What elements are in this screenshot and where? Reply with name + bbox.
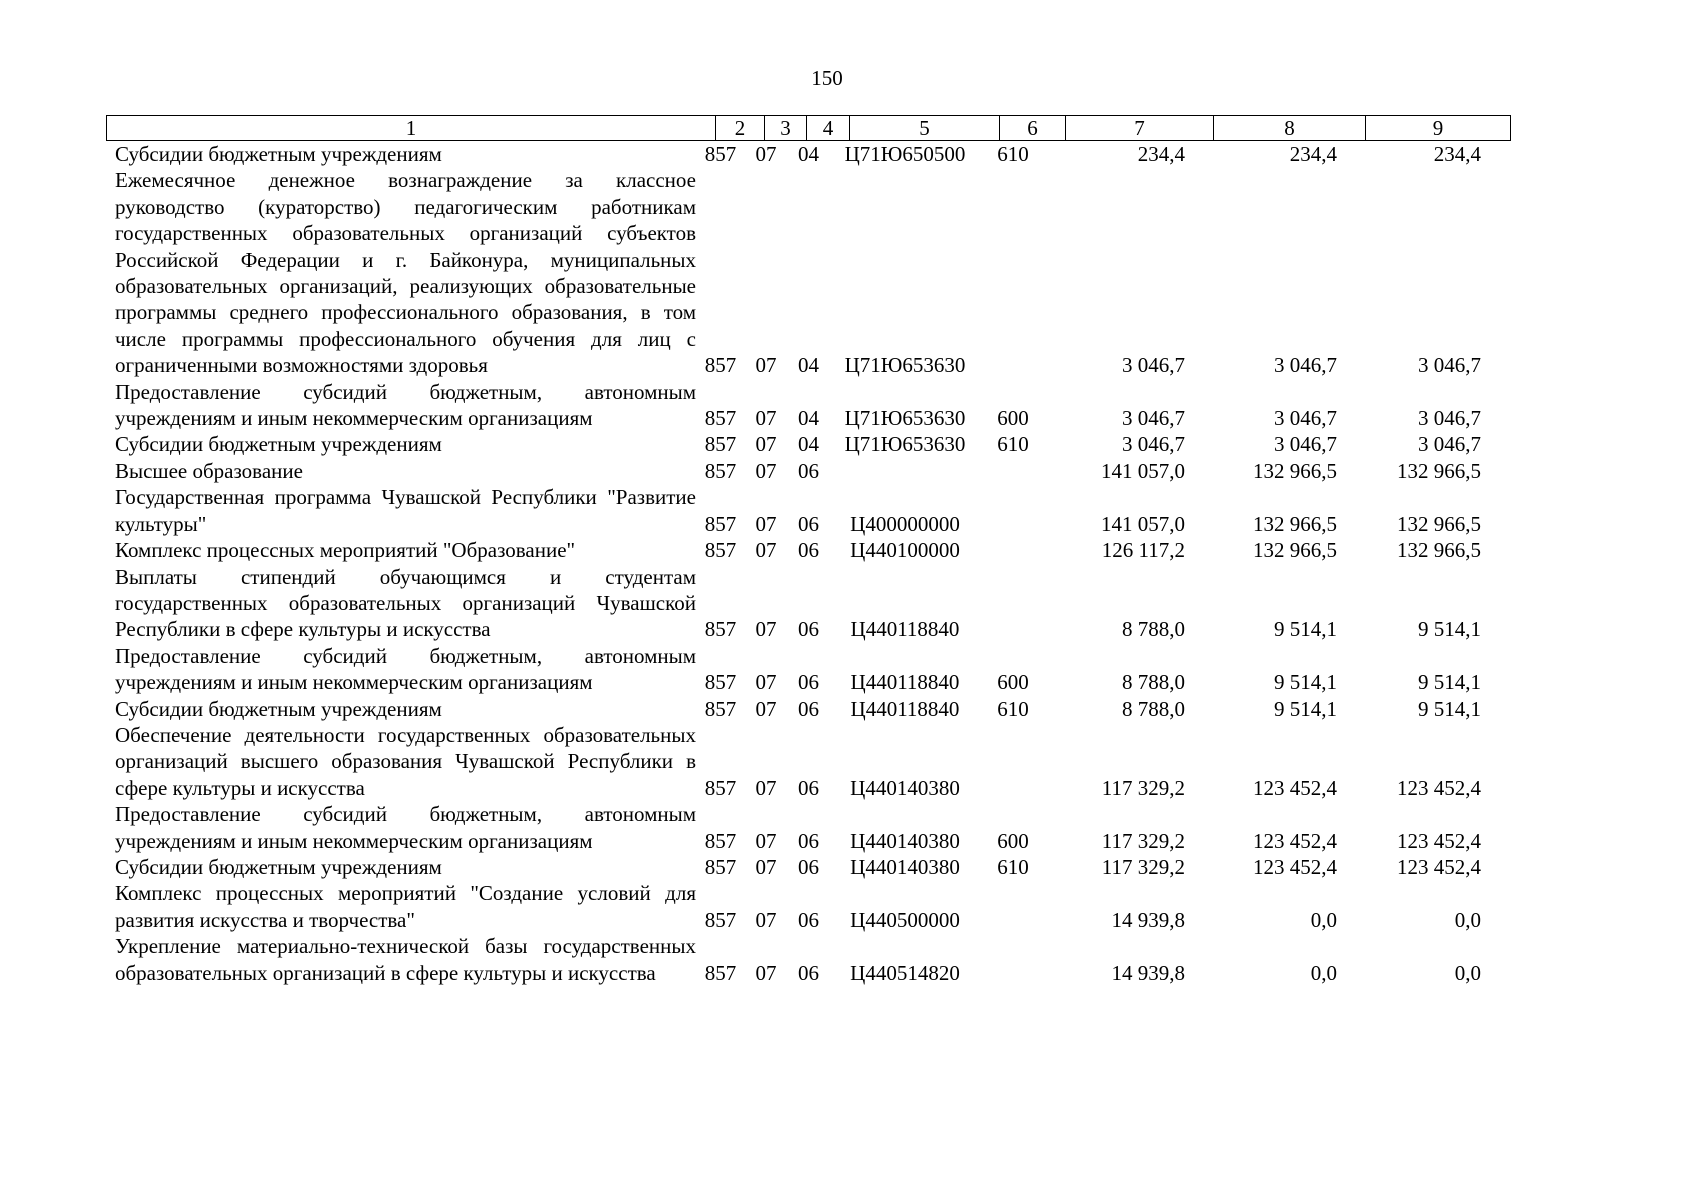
row-subsection-code: 06 <box>798 854 819 879</box>
row-amount-2: 9 514,1 <box>1274 617 1337 642</box>
row-name: Субсидии бюджетным учреждениям <box>115 432 442 457</box>
table-row <box>106 564 1510 643</box>
table-row <box>106 379 1510 432</box>
row-target-code: Ц440140380 <box>850 828 960 853</box>
row-section-code: 07 <box>755 353 777 378</box>
row-target-code: Ц71Ю653630 <box>844 432 966 457</box>
row-subsection-code: 04 <box>798 432 819 457</box>
row-expense-type-code: 610 <box>997 854 1029 879</box>
row-target-code: Ц71Ю653630 <box>844 406 966 431</box>
row-grbs-code: 857 <box>704 142 737 166</box>
row-grbs-code: 857 <box>704 960 737 985</box>
row-grbs-code: 857 <box>704 353 737 378</box>
row-name: Комплекс процессных мероприятий "Создание условий для развития искусства и творчества" <box>115 881 696 932</box>
row-target-code: Ц440118840 <box>850 696 960 721</box>
row-amount-2: 132 966,5 <box>1253 538 1337 563</box>
table-row <box>106 431 1510 457</box>
row-target-code: Ц440140380 <box>850 854 960 879</box>
row-grbs-code: 857 <box>704 670 737 695</box>
row-subsection-code: 06 <box>798 617 819 642</box>
table-row <box>106 696 1510 722</box>
row-grbs-code: 857 <box>704 775 737 800</box>
row-grbs-code: 857 <box>704 617 737 642</box>
row-target-code: Ц71Ю653630 <box>844 353 966 378</box>
row-amount-2: 123 452,4 <box>1253 828 1337 853</box>
row-expense-type-code: 610 <box>997 432 1029 457</box>
table-row <box>106 880 1510 933</box>
table-row <box>106 854 1510 880</box>
row-amount-3: 123 452,4 <box>1397 775 1481 800</box>
row-expense-type-code: 600 <box>997 406 1029 431</box>
row-amount-2: 0,0 <box>1310 907 1337 932</box>
row-name: Субсидии бюджетным учреждениям <box>115 142 442 166</box>
row-name: Обеспечение деятельности государственных образовательных организаций высшего образования Чувашской Республики в сфере культуры и искусства <box>115 722 696 800</box>
row-section-code: 07 <box>755 142 777 166</box>
row-amount-3: 3 046,7 <box>1418 353 1481 378</box>
row-amount-3: 123 452,4 <box>1397 828 1481 853</box>
row-amount-2: 9 514,1 <box>1274 696 1337 721</box>
row-expense-type-code: 600 <box>997 670 1029 695</box>
row-subsection-code: 04 <box>798 406 819 431</box>
column-header-1: 1 <box>107 116 716 141</box>
page-number: 150 <box>811 66 843 90</box>
row-grbs-code: 857 <box>704 696 737 721</box>
row-amount-3: 9 514,1 <box>1418 617 1481 642</box>
row-target-code: Ц440118840 <box>850 617 960 642</box>
table-row <box>106 484 1510 537</box>
column-header-6: 6 <box>1000 116 1066 141</box>
row-target-code: Ц71Ю650500 <box>844 142 966 166</box>
row-amount-3: 0,0 <box>1454 907 1481 932</box>
row-amount-1: 3 046,7 <box>1122 406 1185 431</box>
row-amount-3: 234,4 <box>1433 142 1481 166</box>
row-grbs-code: 857 <box>704 828 737 853</box>
row-amount-1: 117 329,2 <box>1101 775 1185 800</box>
row-grbs-code: 857 <box>704 458 737 483</box>
row-subsection-code: 06 <box>798 960 819 985</box>
row-section-code: 07 <box>755 960 777 985</box>
row-grbs-code: 857 <box>704 854 737 879</box>
row-name: Высшее образование <box>115 458 303 483</box>
row-name: Комплекс процессных мероприятий "Образование" <box>115 538 576 563</box>
column-header-4: 4 <box>807 116 850 141</box>
row-amount-3: 9 514,1 <box>1418 670 1481 695</box>
row-subsection-code: 04 <box>798 353 819 378</box>
row-amount-3: 123 452,4 <box>1397 854 1481 879</box>
row-name: Выплаты стипендий обучающимся и студентам государственных образовательных организаций Чувашской Республики в сфере культуры и искусства <box>115 564 696 642</box>
row-amount-3: 3 046,7 <box>1418 406 1481 431</box>
row-name: Предоставление субсидий бюджетным, автономным учреждениям и иным некоммерческим организациям <box>115 643 696 695</box>
row-grbs-code: 857 <box>704 432 737 457</box>
row-amount-1: 141 057,0 <box>1101 511 1185 536</box>
row-amount-2: 3 046,7 <box>1274 406 1337 431</box>
row-amount-2: 123 452,4 <box>1253 854 1337 879</box>
row-subsection-code: 06 <box>798 775 819 800</box>
row-amount-1: 117 329,2 <box>1101 828 1185 853</box>
row-section-code: 07 <box>755 432 777 457</box>
row-amount-2: 132 966,5 <box>1253 458 1337 483</box>
row-amount-3: 3 046,7 <box>1418 432 1481 457</box>
row-target-code: Ц440118840 <box>850 670 960 695</box>
row-section-code: 07 <box>755 828 777 853</box>
row-name: Предоставление субсидий бюджетным, автономным учреждениям и иным некоммерческим организациям <box>115 379 696 431</box>
row-amount-1: 234,4 <box>1137 142 1185 166</box>
table-row <box>106 167 1510 378</box>
row-target-code: Ц440500000 <box>850 907 960 932</box>
row-subsection-code: 06 <box>798 828 819 853</box>
row-section-code: 07 <box>755 538 777 563</box>
table-row <box>106 458 1510 484</box>
row-amount-3: 132 966,5 <box>1397 511 1481 536</box>
row-amount-3: 132 966,5 <box>1397 538 1481 563</box>
row-grbs-code: 857 <box>704 406 737 431</box>
row-subsection-code: 06 <box>798 907 819 932</box>
column-header-row <box>106 115 1511 141</box>
table-row <box>106 537 1510 563</box>
row-section-code: 07 <box>755 406 777 431</box>
row-section-code: 07 <box>755 854 777 879</box>
row-amount-1: 8 788,0 <box>1122 696 1185 721</box>
row-section-code: 07 <box>755 511 777 536</box>
row-grbs-code: 857 <box>704 511 737 536</box>
row-amount-2: 3 046,7 <box>1274 353 1337 378</box>
row-section-code: 07 <box>755 907 777 932</box>
row-amount-2: 132 966,5 <box>1253 511 1337 536</box>
column-header-7: 7 <box>1066 116 1214 141</box>
row-amount-2: 3 046,7 <box>1274 432 1337 457</box>
row-subsection-code: 06 <box>798 538 819 563</box>
row-name: Субсидии бюджетным учреждениям <box>115 696 442 721</box>
row-section-code: 07 <box>755 458 777 483</box>
row-target-code: Ц440100000 <box>850 538 960 563</box>
row-amount-2: 0,0 <box>1310 960 1337 985</box>
table-row <box>106 801 1510 854</box>
row-target-code: Ц440514820 <box>850 960 960 985</box>
column-header-8: 8 <box>1214 116 1366 141</box>
row-amount-1: 8 788,0 <box>1122 670 1185 695</box>
row-expense-type-code: 610 <box>997 696 1029 721</box>
row-amount-1: 141 057,0 <box>1101 458 1185 483</box>
row-amount-1: 14 939,8 <box>1111 960 1185 985</box>
row-section-code: 07 <box>755 775 777 800</box>
row-name: Ежемесячное денежное вознаграждение за классное руководство (кураторство) педагогическим работникам государственных образовательных организаций субъектов Российской Федерации и г. Байконура, муниципальных образовательных организаций, реализующих образовательные программы среднего профессионального образования, в том числе программы профессионального обучения для лиц с ограниченными возможностями здоровья <box>115 168 696 378</box>
row-section-code: 07 <box>755 670 777 695</box>
column-header-2: 2 <box>716 116 765 141</box>
row-amount-2: 123 452,4 <box>1253 775 1337 800</box>
row-target-code: Ц440140380 <box>850 775 960 800</box>
row-amount-1: 117 329,2 <box>1101 854 1185 879</box>
row-amount-1: 3 046,7 <box>1122 353 1185 378</box>
row-section-code: 07 <box>755 696 777 721</box>
row-amount-3: 0,0 <box>1454 960 1481 985</box>
row-expense-type-code: 600 <box>997 828 1029 853</box>
row-name: Субсидии бюджетным учреждениям <box>115 854 442 879</box>
budget-table-body <box>106 141 1510 986</box>
column-header-3: 3 <box>765 116 807 141</box>
column-header-9: 9 <box>1366 116 1511 141</box>
row-amount-1: 8 788,0 <box>1122 617 1185 642</box>
row-amount-3: 9 514,1 <box>1418 696 1481 721</box>
table-row <box>106 933 1510 986</box>
row-subsection-code: 04 <box>798 142 819 166</box>
row-target-code: Ц400000000 <box>850 511 960 536</box>
table-row <box>106 141 1510 167</box>
row-name: Предоставление субсидий бюджетным, автономным учреждениям и иным некоммерческим организациям <box>115 802 696 853</box>
table-row <box>106 643 1510 696</box>
row-name: Укрепление материально-технической базы государственных образовательных организаций в сфере культуры и искусства <box>115 934 696 985</box>
row-grbs-code: 857 <box>704 538 737 563</box>
row-expense-type-code: 610 <box>997 142 1029 166</box>
row-subsection-code: 06 <box>798 670 819 695</box>
row-amount-2: 9 514,1 <box>1274 670 1337 695</box>
row-amount-1: 126 117,2 <box>1101 538 1185 563</box>
row-subsection-code: 06 <box>798 696 819 721</box>
row-amount-3: 132 966,5 <box>1397 458 1481 483</box>
row-subsection-code: 06 <box>798 458 819 483</box>
column-header-5: 5 <box>850 116 1000 141</box>
row-section-code: 07 <box>755 617 777 642</box>
table-row <box>106 722 1510 801</box>
row-amount-1: 14 939,8 <box>1111 907 1185 932</box>
row-amount-1: 3 046,7 <box>1122 432 1185 457</box>
row-grbs-code: 857 <box>704 907 737 932</box>
row-subsection-code: 06 <box>798 511 819 536</box>
row-name: Государственная программа Чувашской Республики "Развитие культуры" <box>115 485 696 536</box>
row-amount-2: 234,4 <box>1289 142 1337 166</box>
